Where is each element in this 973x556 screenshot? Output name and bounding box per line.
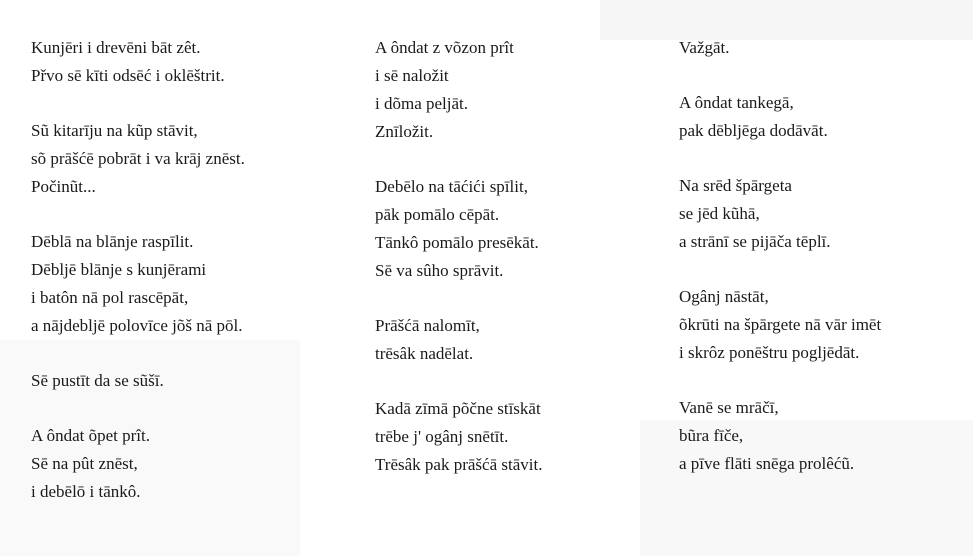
stanza <box>679 394 969 478</box>
stanza <box>375 395 645 479</box>
stanza <box>679 34 969 62</box>
poem-line: Ogânj nāstāt, <box>679 287 769 306</box>
poem-line: Debēlo na tāćići spīlit, <box>375 177 528 196</box>
poem-line: õkrūti na špārgete nā vār imēt <box>679 315 882 334</box>
poem-line: Znīložit. <box>375 122 434 141</box>
stanza <box>679 172 969 256</box>
poem-line: Sē na pût znēst, <box>31 454 138 473</box>
poem-line: bũra fīče, <box>679 426 744 445</box>
stanza <box>31 422 351 506</box>
poem-line: i skrôz ponēštru poglјēdāt. <box>679 343 860 362</box>
poem-line: i dõma peljāt. <box>375 94 469 113</box>
poem-line: A ôndat z võzon prît <box>375 38 514 57</box>
poem-line: Prāšćā nalomīt, <box>375 316 480 335</box>
poem-line: Sē pustīt da se sũšī. <box>31 371 164 390</box>
poem-line: Přvo sē kīti odsēć i oklēštrit. <box>31 66 225 85</box>
poem-line: Dēbljē blānje s kunjērami <box>31 260 207 279</box>
poem-line: i batôn nā pol rascēpāt, <box>31 288 189 307</box>
poem-line: i debēlō i tānkô. <box>31 482 141 501</box>
poem-line: Počinũt... <box>31 177 96 196</box>
stanza <box>375 312 645 368</box>
stanza <box>375 173 645 285</box>
stanza <box>679 283 969 367</box>
poem-line: Tānkô pomālo presēkāt. <box>375 233 539 252</box>
poem-line: Na srēd špārgeta <box>679 176 792 195</box>
poem-line: a pīve flāti snēga prolêćũ. <box>679 454 855 473</box>
poem-line: pāk pomālo cēpāt. <box>375 205 500 224</box>
poem-column-3 <box>679 34 969 505</box>
poem-line: Vanē se mrāčī, <box>679 398 779 417</box>
poem-line: se jēd kũhā, <box>679 204 760 223</box>
poem-line: A ôndat tankegā, <box>679 93 794 112</box>
poem-line: i sē naložit <box>375 66 449 85</box>
poem-line: a strānī se pijāča tēplī. <box>679 232 831 251</box>
poem-line: Dēblā na blānje raspīlit. <box>31 232 194 251</box>
stanza <box>31 367 351 395</box>
poem-line: pak dēbljēga dodāvāt. <box>679 121 828 140</box>
stanza <box>31 117 351 201</box>
poem-column-1 <box>31 34 351 533</box>
stanza <box>375 34 645 146</box>
stanza <box>31 34 351 90</box>
poem-line: A ôndat õpet prît. <box>31 426 150 445</box>
poem-line: Kadā zīmā põčne stīskāt <box>375 399 541 418</box>
stanza <box>31 228 351 340</box>
poem-line: Sē va sûho sprāvit. <box>375 261 504 280</box>
poem-line: trēsâk nadēlat. <box>375 344 474 363</box>
poem-column-2 <box>375 34 645 506</box>
poem-line: a nājdebljē polovīce jõš nā pōl. <box>31 316 243 335</box>
poem-line: Sũ kitarīju na kũp stāvit, <box>31 121 198 140</box>
stanza <box>679 89 969 145</box>
poem-line: sõ prāšćē pobrāt i va krāj znēst. <box>31 149 245 168</box>
poem-line: Kunjēri i drevēni bāt zêt. <box>31 38 201 57</box>
poem-line: trēbe j' ogânj snētīt. <box>375 427 509 446</box>
poem-line: Važgāt. <box>679 38 730 57</box>
poem-line: Trēsâk pak prāšćā stāvit. <box>375 455 543 474</box>
